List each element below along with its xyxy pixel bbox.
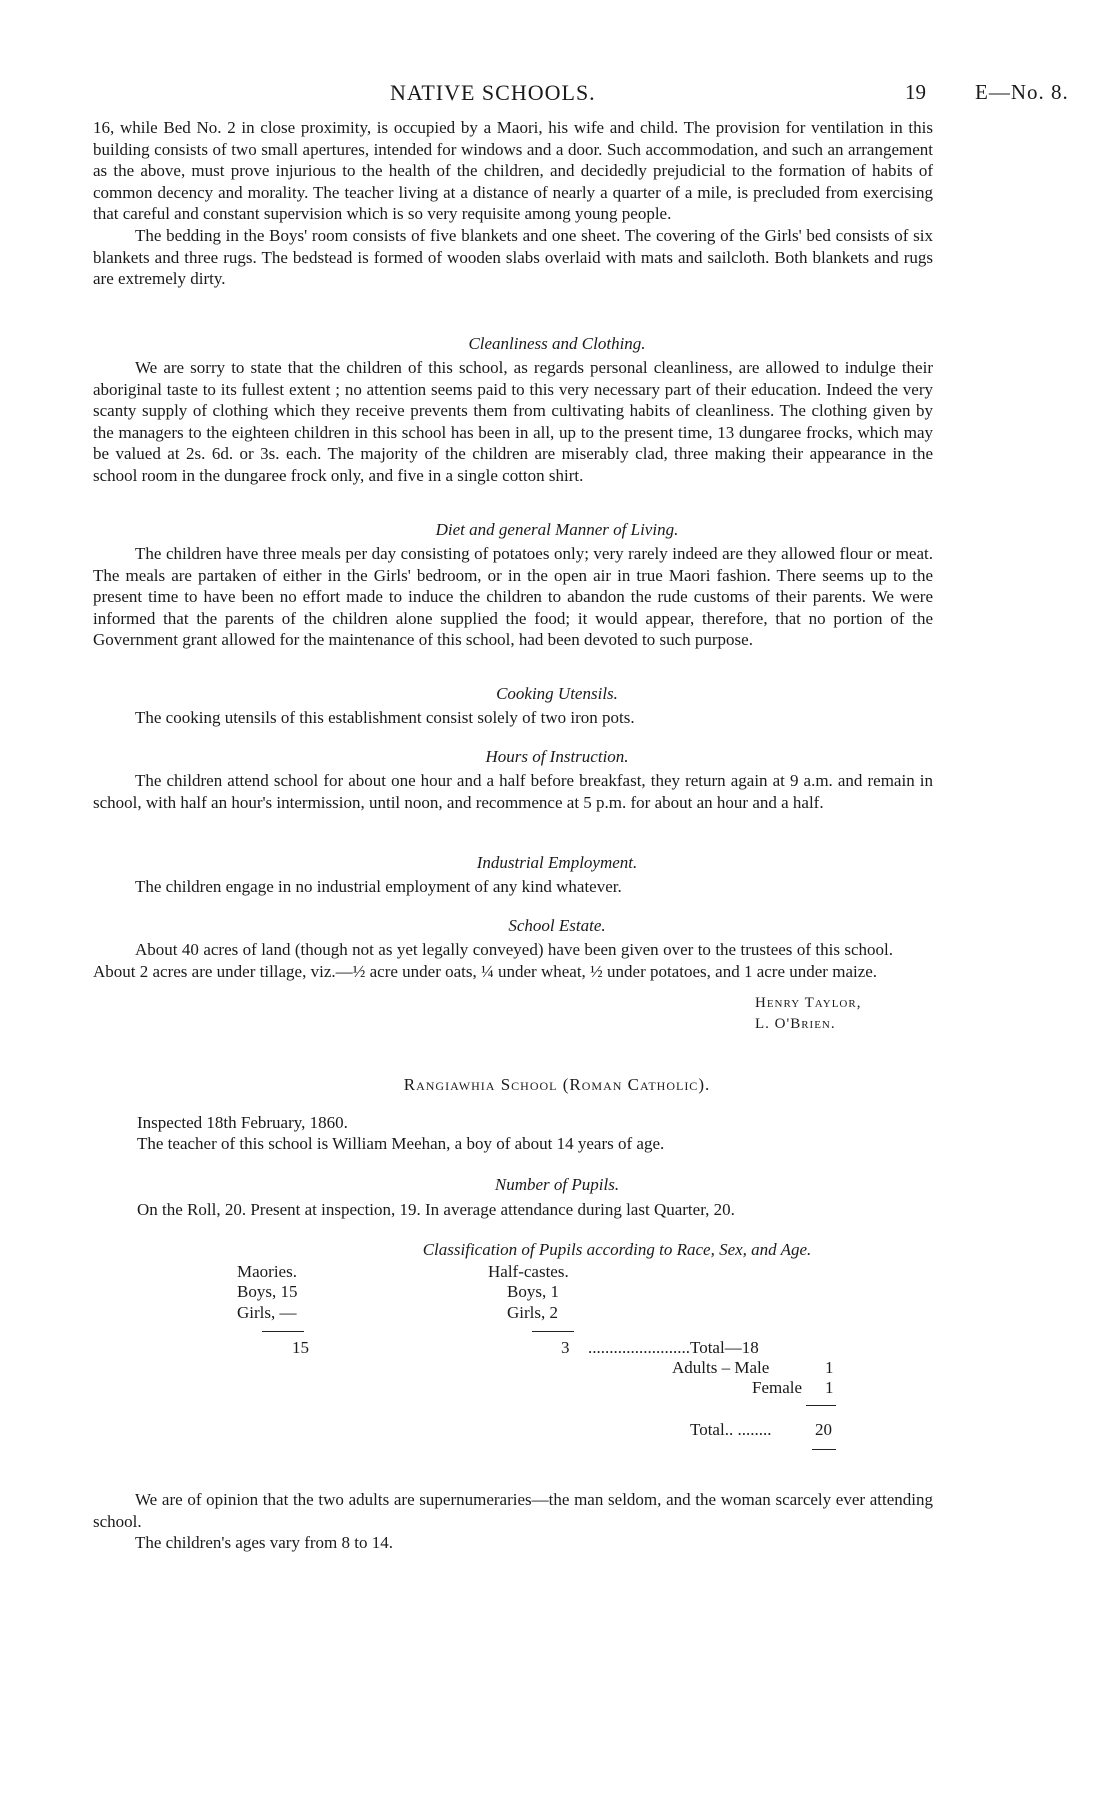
maories-boys: Boys, 15	[237, 1282, 298, 1301]
opinion-paragraph: We are of opinion that the two adults are supernumeraries—the man seldom, and the woman scarcely ever attending school.	[93, 1490, 933, 1531]
running-title: NATIVE SCHOOLS.	[390, 80, 596, 105]
classification-heading: Classification of Pupils according to Race, Sex, and Age.	[422, 1240, 812, 1259]
inspection-date: Inspected 18th February, 1860.	[137, 1113, 348, 1132]
grand-total-value: 20	[815, 1420, 832, 1439]
pupils-paragraph: On the Roll, 20. Present at inspection, 19. In average attendance during last Quarter, 20.	[137, 1200, 735, 1219]
rangiawhia-title: Rangiawhia School (Roman Catholic).	[403, 1075, 711, 1094]
section-heading-diet: Diet and general Manner of Living.	[435, 520, 679, 539]
section-heading-hours: Hours of Instruction.	[485, 747, 629, 766]
maories-total: 15	[292, 1338, 309, 1357]
industrial-paragraph: The children engage in no industrial employment of any kind whatever.	[135, 877, 622, 896]
document-reference: E—No. 8.	[975, 80, 1069, 104]
section-heading-industrial: Industrial Employment.	[476, 853, 638, 872]
adults-total-rule	[806, 1405, 836, 1406]
intro-paragraph-1: 16, while Bed No. 2 in close proximity, is occupied by a Maori, his wife and child. The provision for ventilation in this building consists of two small apertures, intended for windows and a door. Such accommodation, and such an arrangement as the above, must prove injurious to the health of the children, and decidedly prejudicial to the formation of habits of common decency and morality. The teacher living at a distance of nearly a quarter of a mile, is precluded from exercising that careful and constant supervision which is so very requisite among young people.	[93, 118, 933, 223]
grand-total-label: Total.. ........	[690, 1420, 772, 1439]
section-heading-pupils: Number of Pupils.	[494, 1175, 620, 1194]
halfcastes-label: Half-castes.	[488, 1262, 569, 1281]
adults-male-label: Adults – Male	[672, 1358, 770, 1377]
halfcastes-total-rule	[532, 1331, 574, 1332]
diet-paragraph: The children have three meals per day consisting of potatoes only; very rarely indeed are they allowed flour or meat. The meals are partaken of either in the Girls' bedroom, or in the open air in true Maori fashion. There seems up to the present time to have been no effort made to induce the children to abandon the rude customs of their parents. We were informed that the parents of the children alone supplied the food; it would appear, therefore, that no portion of the Government grant allowed for the maintenance of this school, had been devoted to such purpose.	[93, 544, 933, 649]
adults-female-value: 1	[825, 1378, 834, 1397]
cooking-paragraph: The cooking utensils of this establishment consist solely of two iron pots.	[135, 708, 635, 727]
section-heading-estate: School Estate.	[508, 916, 606, 935]
teacher-line: The teacher of this school is William Meehan, a boy of about 14 years of age.	[137, 1134, 665, 1153]
intro-paragraph-2: The bedding in the Boys' room consists of five blankets and one sheet. The covering of the Girls' bed consists of six blankets and three rugs. The bedstead is formed of wooden slabs overlaid with mats and sailcloth. Both blankets and rugs are extremely dirty.	[93, 226, 933, 288]
maories-girls: Girls, —	[237, 1303, 297, 1322]
maories-total-rule	[262, 1331, 304, 1332]
signatory-2: L. O'Brien.	[755, 1016, 836, 1032]
halfcastes-boys: Boys, 1	[507, 1282, 559, 1301]
halfcastes-total: 3	[561, 1338, 570, 1357]
subtotal-line: ........................Total—18	[588, 1338, 759, 1357]
hours-paragraph: The children attend school for about one hour and a half before breakfast, they return again at 9 a.m. and remain in school, with half an hour's intermission, until noon, and recommence at 5 p.m. for about an hour and a half.	[93, 771, 933, 812]
adults-female-label: Female	[752, 1378, 803, 1397]
adults-male-value: 1	[825, 1358, 834, 1377]
section-heading-cleanliness: Cleanliness and Clothing.	[468, 334, 646, 353]
maories-label: Maories.	[237, 1262, 297, 1281]
grand-total-rule	[812, 1449, 836, 1450]
halfcastes-girls: Girls, 2	[507, 1303, 558, 1322]
cleanliness-paragraph: We are sorry to state that the children of this school, as regards personal cleanliness, are allowed to indulge their aboriginal taste to its fullest extent ; no attention seems paid to this very necessary part of their education. Indeed the very scanty supply of clothing which they receive prevents them from cultivating habits of cleanliness. The clothing given by the managers to the eighteen children in this school has been in all, up to the present time, 13 dungaree frocks, which may be valued at 2s. 6d. or 3s. each. The majority of the children are miserably clad, three making their appearance in the school room in the dungaree frock only, and five in a single cotton shirt.	[93, 358, 933, 485]
signatory-1: Henry Taylor,	[755, 995, 862, 1011]
estate-paragraph: About 40 acres of land (though not as yet legally conveyed) have been given over to the trustees of this school. About 2 acres are under tillage, viz.—½ acre under oats, ¼ under wheat, ½ under potatoes, and 1 acre under maize.	[93, 940, 893, 981]
ages-paragraph: The children's ages vary from 8 to 14.	[135, 1533, 393, 1552]
section-heading-cooking: Cooking Utensils.	[496, 684, 618, 703]
page-number: 19	[905, 80, 926, 104]
